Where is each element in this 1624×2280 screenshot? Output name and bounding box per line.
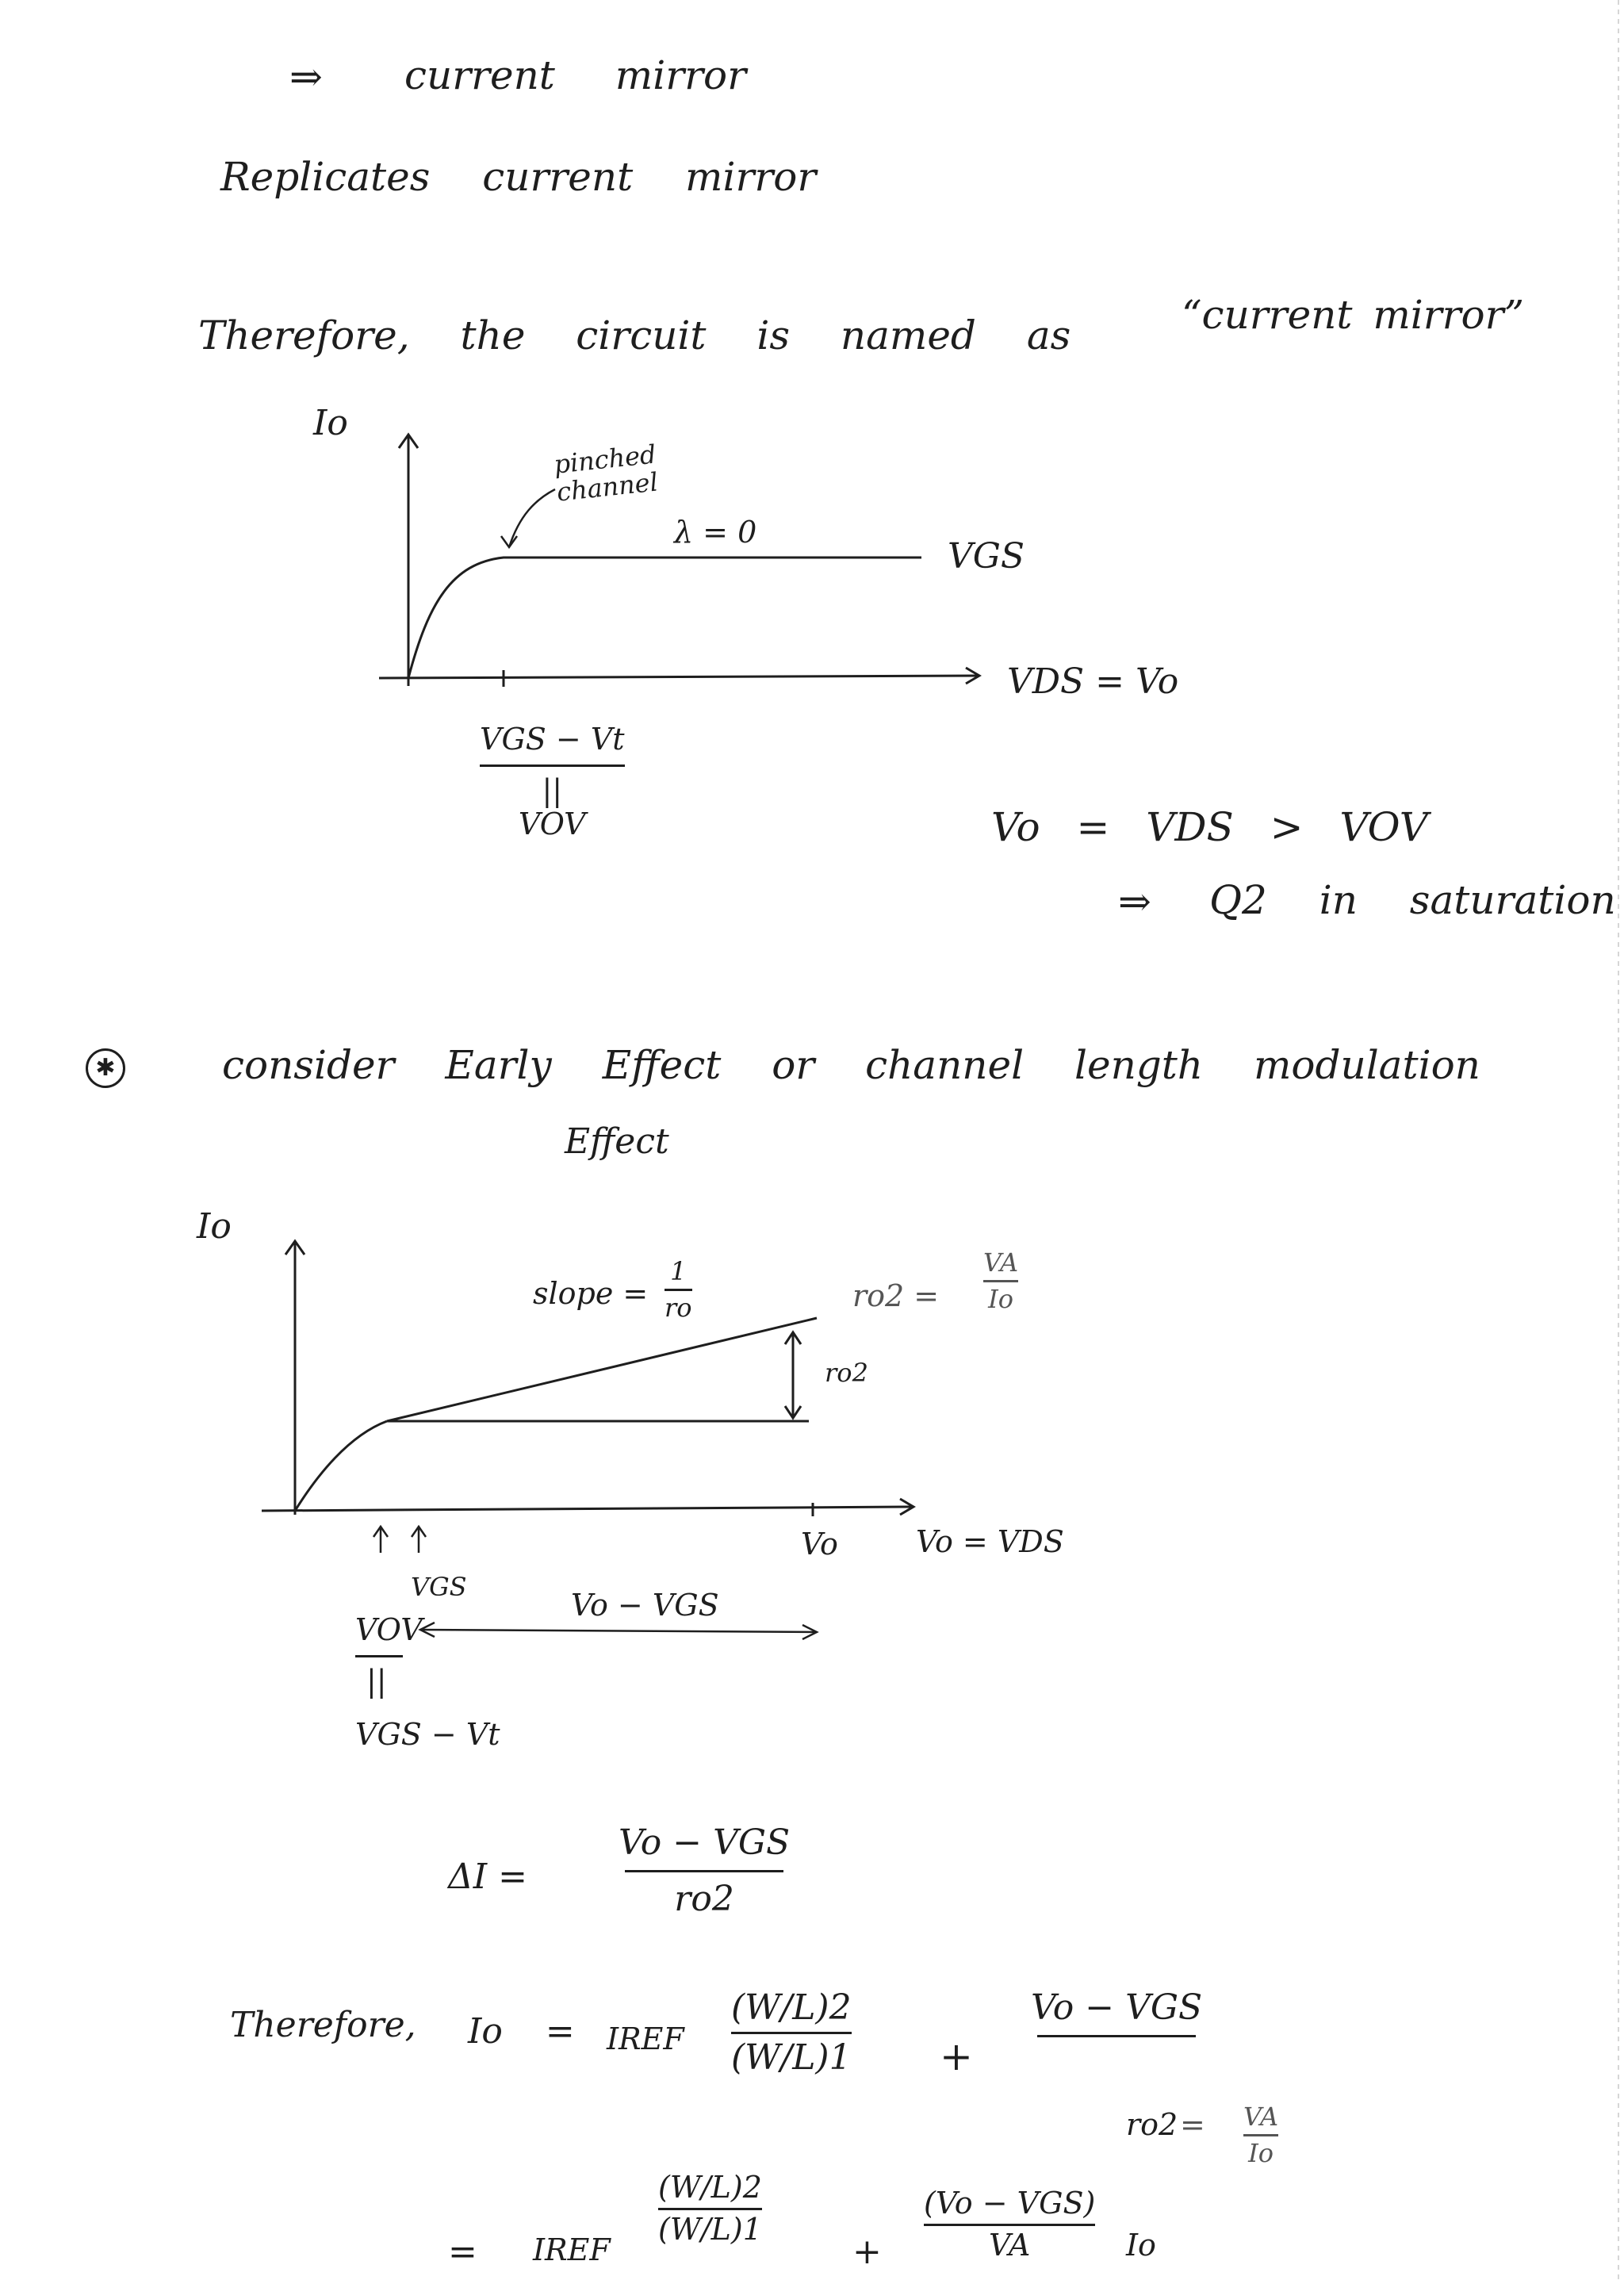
vo-tick-label: Vo bbox=[801, 1527, 838, 1562]
graph2-x-label: Vo = VDS bbox=[916, 1524, 1064, 1559]
eq2-wl1: (W/L)1 bbox=[658, 2211, 762, 2247]
ro2-den-label: ro2 bbox=[1126, 2107, 1178, 2142]
vov-label: VOV bbox=[518, 806, 586, 841]
vov-def-block bbox=[355, 1614, 423, 1699]
scan-edge bbox=[1618, 0, 1619, 2280]
eq2-den: VA bbox=[989, 2227, 1031, 2263]
va-over-io bbox=[1243, 2103, 1278, 2167]
q2-saturation: Q2 in saturation bbox=[1209, 877, 1616, 923]
saturation-condition: Vo = VDS > VOV bbox=[991, 804, 1428, 850]
pinched-channel-note: pinched channel bbox=[552, 439, 660, 508]
implies-arrow: ⇒ bbox=[289, 54, 323, 100]
consider-early-effect: consider Early Effect or channel length modulation bbox=[222, 1042, 1480, 1088]
frac-bar bbox=[731, 2032, 852, 2034]
graph2-y-label: Io bbox=[197, 1206, 232, 1247]
slope-num: 1 bbox=[670, 1256, 687, 1286]
frac-bar bbox=[1037, 2035, 1196, 2037]
delta-i-lhs: ΔI = bbox=[448, 1857, 528, 1897]
equal-sign-vertical-2: || bbox=[366, 1663, 387, 1699]
ro2-fraction bbox=[983, 1249, 1018, 1313]
slope-fraction bbox=[665, 1258, 692, 1322]
slope-label: slope = bbox=[533, 1276, 649, 1311]
ro2-equals: = bbox=[1180, 2107, 1205, 2142]
graph1-x-label: VDS = Vo bbox=[1007, 661, 1179, 702]
plus-sign: + bbox=[940, 2033, 973, 2079]
frac-bar bbox=[355, 1655, 403, 1657]
frac-bar bbox=[983, 1280, 1018, 1282]
ro2-num: VA bbox=[983, 1247, 1019, 1278]
eq2-iref: IREF bbox=[533, 2232, 611, 2267]
frac-bar bbox=[924, 2224, 1095, 2226]
io-label: Io bbox=[1248, 2138, 1274, 2169]
effect-word: Effect bbox=[565, 1121, 669, 1162]
frac-bar bbox=[1243, 2134, 1278, 2136]
vgs-tick-label: VGS bbox=[411, 1572, 467, 1602]
graph1-y-label: Io bbox=[313, 403, 348, 443]
delta-num: Vo − VGS bbox=[619, 1822, 791, 1863]
frac-bar bbox=[658, 2208, 762, 2210]
frac-bar bbox=[625, 1870, 783, 1872]
io-lhs: Io = bbox=[468, 2011, 575, 2052]
graph1-vgs-curve-label: VGS bbox=[948, 536, 1025, 577]
eq2-io: Io bbox=[1126, 2228, 1156, 2263]
heading-current-mirror: current mirror bbox=[404, 52, 746, 98]
eq2-plus: + bbox=[852, 2232, 882, 2272]
ro2-bracket-label: ro2 bbox=[825, 1358, 868, 1388]
lambda-label: λ = 0 bbox=[674, 515, 757, 550]
replicates-line: Replicates current mirror bbox=[220, 154, 817, 200]
graph2-x-axis bbox=[262, 1507, 914, 1511]
eq2-num: (Vo − VGS) bbox=[924, 2186, 1096, 2221]
vo-minus-vgs-span: Vo − VGS bbox=[571, 1588, 719, 1623]
wl2-label: (W/L)2 bbox=[731, 1987, 852, 2028]
vo-vgs-num: Vo − VGS bbox=[1031, 1987, 1203, 2028]
wl1-label: (W/L)1 bbox=[731, 2037, 852, 2079]
vo-vgs-over-ro2 bbox=[1031, 1989, 1202, 2045]
wl-ratio-1 bbox=[731, 1989, 852, 2078]
wl-ratio-2 bbox=[658, 2171, 762, 2247]
eq2-equals: = bbox=[448, 2232, 477, 2272]
slope-den: ro bbox=[665, 1293, 692, 1324]
equal-sign-vertical: || bbox=[542, 772, 563, 808]
delta-den: ro2 bbox=[674, 1879, 734, 1920]
vo-vgs-over-va bbox=[924, 2187, 1095, 2263]
therefore-line: Therefore, the circuit is named as bbox=[198, 312, 1071, 358]
implies-arrow-2: ⇒ bbox=[1118, 879, 1151, 925]
ro2-den: Io bbox=[988, 1284, 1013, 1315]
therefore-label: Therefore, bbox=[230, 2005, 416, 2045]
va-label: VA bbox=[1243, 2102, 1279, 2132]
vov-label-2: VOV bbox=[355, 1612, 423, 1647]
bullet-icon: ✱ bbox=[86, 1048, 125, 1088]
vgs-minus-vt: VGS − Vt bbox=[480, 722, 625, 757]
ro2-formula-label: ro2 = bbox=[852, 1278, 940, 1313]
delta-i-fraction bbox=[619, 1824, 790, 1919]
vgs-minus-vt-2: VGS − Vt bbox=[355, 1717, 500, 1752]
eq2-wl2: (W/L)2 bbox=[658, 2170, 762, 2205]
graph2-curve bbox=[295, 1421, 387, 1511]
span-arrow-line bbox=[420, 1630, 817, 1632]
iref-label: IREF bbox=[607, 2021, 684, 2056]
graph2-sloped-line bbox=[387, 1318, 817, 1421]
frac-bar bbox=[665, 1289, 692, 1291]
current-mirror-quote: “current mirror” bbox=[1182, 292, 1525, 338]
